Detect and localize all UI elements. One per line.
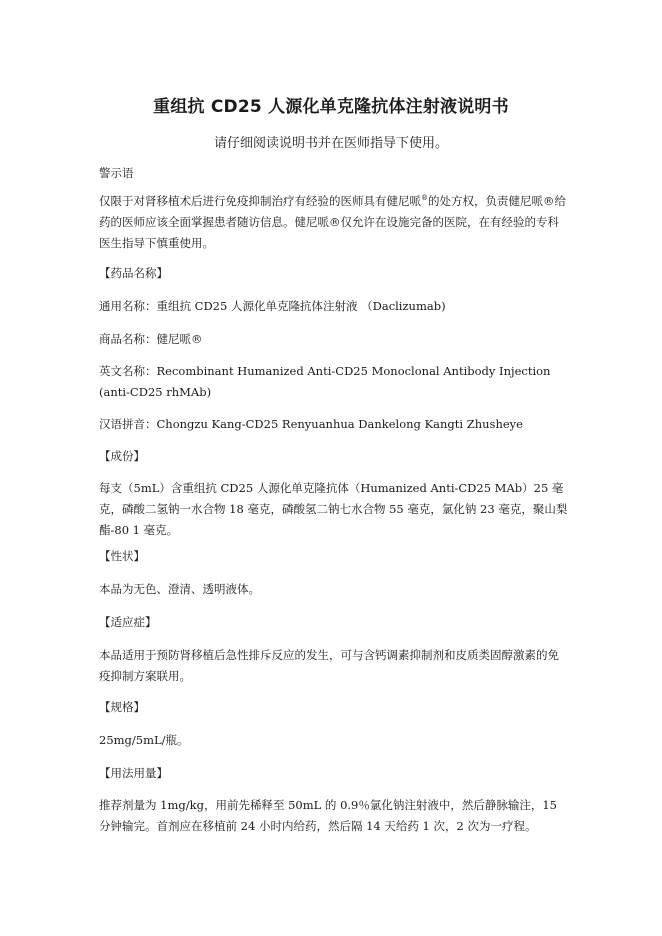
warning-text bbox=[99, 191, 569, 254]
specification-text: 25mg/5mL/瓶。 bbox=[99, 733, 189, 747]
indications-heading: 【适应症】 bbox=[99, 615, 157, 629]
dosage-heading: 【用法用量】 bbox=[99, 766, 168, 780]
document-title: 重组抗 CD25 人源化单克隆抗体注射液说明书 bbox=[153, 97, 509, 117]
warning-text-a: 仅限于对肾移植术后进行免疫抑制治疗有经验的医师具有健尼哌 bbox=[99, 194, 421, 208]
generic-name: 通用名称：重组抗 CD25 人源化单克隆抗体注射液 （Daclizumab) bbox=[99, 299, 446, 313]
warning-heading: 警示语 bbox=[99, 166, 134, 180]
drug-name-heading: 【药品名称】 bbox=[99, 266, 168, 280]
dosage-text: 推荐剂量为 1mg/kg，用前先稀释至 50mL 的 0.9％氯化钠注射液中，然后静脉输注，15 分钟输完。首剂应在移植前 24 小时内给药，然后隔 14 天给药 1 次，2 次为一疗程。 bbox=[99, 798, 558, 833]
warning-text-b: 的处方权，负责健尼哌®给药的医师应该全面掌握患者随访信息。健尼哌®仅允许在设施完备的医院，在有经验的专科医生指导下慎重使用。 bbox=[99, 194, 566, 250]
description-text: 本品为无色、澄清、透明液体。 bbox=[99, 582, 260, 596]
english-name: 英文名称：Recombinant Humanized Anti-CD25 Monoclonal Antibody Injection (anti-CD25 rhMAb) bbox=[99, 364, 551, 399]
pinyin-name: 汉语拼音：Chongzu Kang-CD25 Renyuanhua Dankelong Kangti Zhusheye bbox=[99, 417, 523, 431]
trade-name: 商品名称：健尼哌® bbox=[99, 332, 203, 346]
indications-text: 本品适用于预防肾移植后急性排斥反应的发生，可与含钙调素抑制剂和皮质类固醇激素的免疫抑制方案联用。 bbox=[99, 648, 559, 683]
ingredients-text: 每支（5mL）含重组抗 CD25 人源化单克隆抗体（Humanized Anti-CD25 MAb）25 毫克，磷酸二氢钠一水合物 18 毫克，磷酸氢二钠七水合物 55 毫克，氯化钠 23 毫克，聚山梨酯-80 1 毫克。 bbox=[99, 481, 568, 537]
specification-heading: 【规格】 bbox=[99, 700, 145, 714]
document-subtitle: 请仔细阅读说明书并在医师指导下使用。 bbox=[213, 136, 448, 151]
registered-mark: ® bbox=[421, 194, 428, 203]
description-heading: 【性状】 bbox=[99, 549, 145, 563]
ingredients-heading: 【成份】 bbox=[99, 449, 145, 463]
